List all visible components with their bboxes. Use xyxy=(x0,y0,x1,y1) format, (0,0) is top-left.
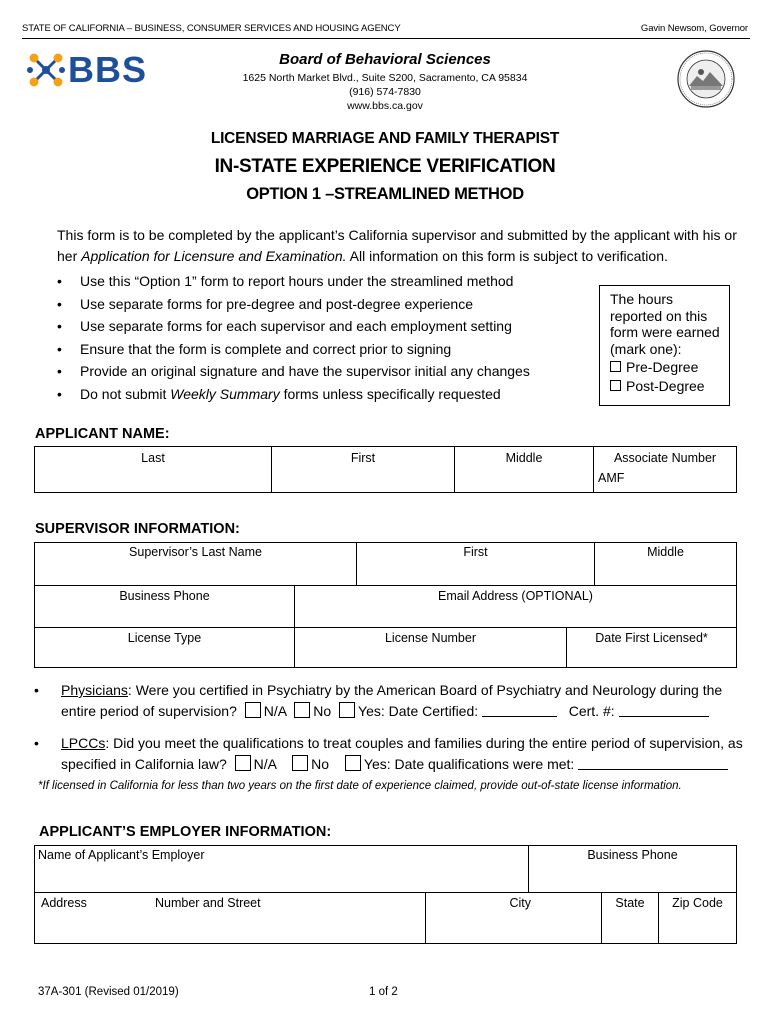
employer-table xyxy=(34,845,737,893)
lpccs-question xyxy=(34,733,744,775)
list-item: • Provide an original signature and have the supervisor initial any changes xyxy=(52,360,530,383)
address-label: Address xyxy=(41,896,87,910)
supervisor-middle-name-label: Middle xyxy=(647,545,684,559)
intro-text-2: All information on this form is subject to verification. xyxy=(346,248,668,264)
associate-number-label: Associate Number xyxy=(613,451,717,465)
physicians-na-checkbox[interactable] xyxy=(245,702,261,718)
supervisor-first-name-field[interactable] xyxy=(357,543,595,586)
form-id: 37A-301 (Revised 01/2019) xyxy=(38,986,179,998)
date-certified-input[interactable] xyxy=(482,716,557,717)
supervisor-contact-table xyxy=(34,585,737,628)
state-field[interactable] xyxy=(602,893,659,944)
title-line-2: IN-STATE EXPERIENCE VERIFICATION xyxy=(214,156,556,177)
physicians-label: Physicians xyxy=(61,682,128,698)
cert-label: Cert. #: xyxy=(568,703,615,719)
intro-text-1: This form is to be completed by the applicant’s California supervisor and submitted by the applicant with his or her xyxy=(57,227,737,264)
lpccs-q2: specified in California law? xyxy=(61,756,227,772)
last-name-label: Last xyxy=(141,451,165,465)
bbs-logo xyxy=(26,50,171,90)
lpccs-q1: : Did you meet the qualifications to treat couples and families during the entire period of supervision, as xyxy=(105,735,743,751)
lpccs-na-label: N/A xyxy=(253,756,277,772)
zip-label: Zip Code xyxy=(672,896,723,910)
street-label: Number and Street xyxy=(155,896,261,910)
state-label: State xyxy=(615,896,645,910)
lpccs-na-checkbox[interactable] xyxy=(235,755,251,771)
license-number-field[interactable] xyxy=(295,628,567,668)
supervisor-last-name-field[interactable] xyxy=(35,543,357,586)
employer-phone-label: Business Phone xyxy=(587,848,678,862)
license-type-label: License Type xyxy=(127,631,202,645)
lpccs-no-label: No xyxy=(311,756,330,772)
hours-earned-box xyxy=(599,285,730,406)
employer-heading: APPLICANT’S EMPLOYER INFORMATION: xyxy=(39,824,332,840)
page-number: 1 of 2 xyxy=(369,986,398,998)
date-licensed-field[interactable] xyxy=(567,628,737,668)
lpccs-label: LPCCs xyxy=(61,735,106,751)
bullet-text: Do not submit xyxy=(80,385,171,402)
license-type-field[interactable] xyxy=(35,628,295,668)
zip-field[interactable] xyxy=(659,893,737,944)
title-line-3: OPTION 1 –STREAMLINED METHOD xyxy=(246,185,524,203)
last-name-field[interactable] xyxy=(35,447,272,493)
first-name-label: First xyxy=(350,451,376,465)
cert-number-input[interactable] xyxy=(619,716,709,717)
agency-header xyxy=(22,20,750,39)
pre-degree-option[interactable] xyxy=(610,359,729,376)
supervisor-middle-name-field[interactable] xyxy=(595,543,737,586)
amf-prefix: AMF xyxy=(598,471,625,485)
supervisor-first-name-label: First xyxy=(463,545,488,559)
license-footnote: *If licensed in California for less than two years on the first date of experience claimed, provide out-of-state license information. xyxy=(38,780,682,792)
employer-name-field[interactable] xyxy=(35,846,529,893)
qualifications-date-input[interactable] xyxy=(578,769,728,770)
list-item: • Ensure that the form is complete and correct prior to signing xyxy=(52,338,530,361)
list-item: • Use this “Option 1” form to report hours under the streamlined method xyxy=(52,270,530,293)
board-address: 1625 North Market Blvd., Suite S200, Sacramento, CA 95834 xyxy=(242,72,528,84)
post-degree-checkbox[interactable] xyxy=(610,380,621,391)
physicians-q2: entire period of supervision? xyxy=(61,703,237,719)
board-name: Board of Behavioral Sciences xyxy=(279,51,491,68)
title-line-1: LICENSED MARRIAGE AND FAMILY THERAPIST xyxy=(210,130,560,147)
street-address-field[interactable] xyxy=(35,893,426,944)
list-item: • Use separate forms for each supervisor and each employment setting xyxy=(52,315,530,338)
associate-number-field[interactable] xyxy=(594,447,737,493)
physicians-no-label: No xyxy=(313,703,332,719)
intro-text-italic: Application for Licensure and Examination. xyxy=(81,248,347,264)
supervisor-last-name-label: Supervisor’s Last Name xyxy=(129,545,262,559)
physicians-yes-label: Yes: Date Certified: xyxy=(358,703,479,719)
employer-name-label: Name of Applicant’s Employer xyxy=(38,848,205,862)
email-field[interactable] xyxy=(295,586,737,628)
instruction-list xyxy=(52,270,530,405)
physicians-no-checkbox[interactable] xyxy=(294,702,310,718)
physicians-q1: : Were you certified in Psychiatry by the American Board of Psychiatry and Neurology during the xyxy=(127,682,723,698)
business-phone-label: Business Phone xyxy=(119,589,210,603)
bbs-logo-icon xyxy=(26,50,66,90)
lpccs-yes-label: Yes: Date qualifications were met: xyxy=(363,756,575,772)
first-name-field[interactable] xyxy=(272,447,455,493)
middle-name-field[interactable] xyxy=(455,447,594,493)
physicians-na-label: N/A xyxy=(263,703,287,719)
email-label: Email Address (OPTIONAL) xyxy=(438,589,593,603)
applicant-name-table xyxy=(34,446,737,493)
lpccs-no-checkbox[interactable] xyxy=(292,755,308,771)
board-info xyxy=(180,51,590,113)
pre-degree-checkbox[interactable] xyxy=(610,361,621,372)
employer-phone-field[interactable] xyxy=(529,846,737,893)
state-seal-icon xyxy=(677,50,735,108)
bullet: • xyxy=(34,735,39,751)
supervisor-heading: SUPERVISOR INFORMATION: xyxy=(35,521,240,537)
supervisor-table xyxy=(34,542,737,586)
applicant-heading: APPLICANT NAME: xyxy=(35,426,170,442)
intro-paragraph xyxy=(57,225,737,267)
city-field[interactable] xyxy=(426,893,602,944)
list-item: • Use separate forms for pre-degree and post-degree experience xyxy=(52,293,530,316)
board-phone: (916) 574-7830 xyxy=(349,86,421,98)
bullet-text: forms unless specifically requested xyxy=(279,385,501,402)
logo-text: BBS xyxy=(68,49,148,90)
date-licensed-label: Date First Licensed* xyxy=(595,631,708,645)
post-degree-option[interactable] xyxy=(610,378,729,395)
city-label: City xyxy=(509,896,531,910)
list-item xyxy=(52,383,530,406)
physicians-yes-checkbox[interactable] xyxy=(339,702,355,718)
governor-name: Gavin Newsom, Governor xyxy=(640,23,748,34)
bullet-italic: Weekly Summary xyxy=(170,385,280,402)
license-number-label: License Number xyxy=(384,631,476,645)
post-degree-label: Post-Degree xyxy=(626,377,705,394)
bullet: • xyxy=(34,682,39,698)
supervisor-license-table xyxy=(34,627,737,668)
middle-name-label: Middle xyxy=(505,451,543,465)
pre-degree-label: Pre-Degree xyxy=(626,359,699,375)
lpccs-yes-checkbox[interactable] xyxy=(345,755,361,771)
employer-address-table xyxy=(34,892,737,944)
hours-earned-text: The hours reported on this form were earned (mark one): xyxy=(610,291,720,357)
physicians-question xyxy=(34,680,744,722)
business-phone-field[interactable] xyxy=(35,586,295,628)
board-website: www.bbs.ca.gov xyxy=(347,100,423,112)
agency-name: STATE OF CALIFORNIA – BUSINESS, CONSUMER SERVICES AND HOUSING AGENCY xyxy=(22,23,401,34)
